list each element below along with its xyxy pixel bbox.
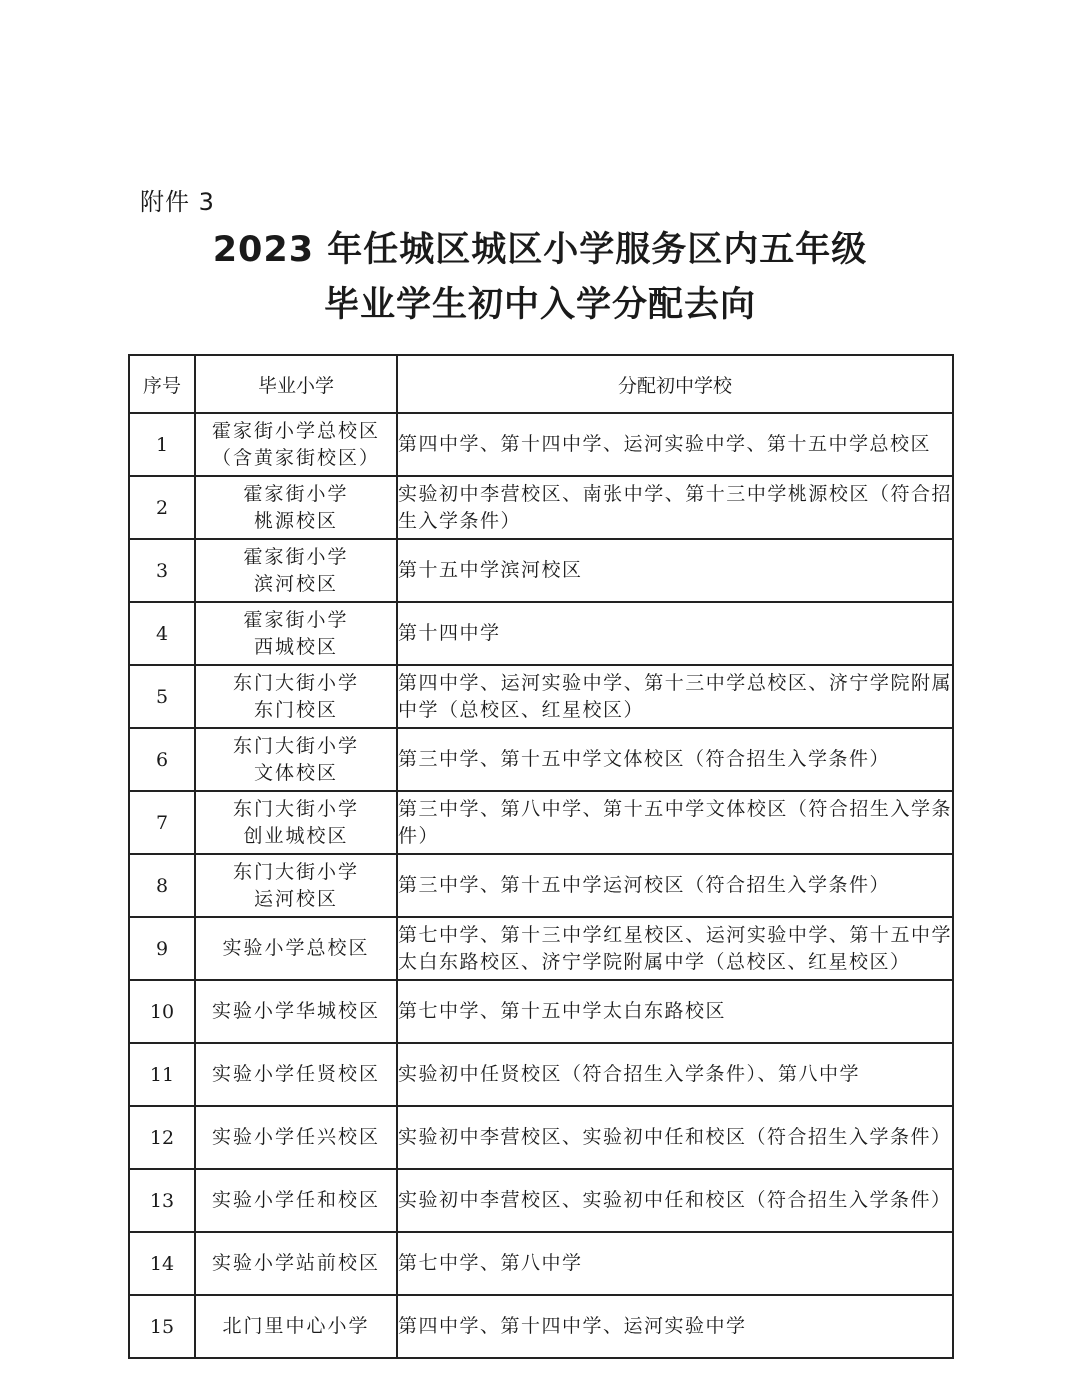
row-number: 9 <box>129 917 195 980</box>
document-title-line1: 2023 年任城区城区小学服务区内五年级 <box>212 230 868 270</box>
primary-school-name-line: 霍家街小学总校区 <box>211 419 380 442</box>
primary-school-name-line: 东门大街小学 <box>232 671 359 694</box>
primary-school-name-line: 东门校区 <box>253 698 338 721</box>
assigned-middle-school-cell: 第七中学、第八中学 <box>397 1232 953 1295</box>
primary-school-cell <box>195 1043 397 1106</box>
row-number: 12 <box>129 1106 195 1169</box>
assigned-middle-school-cell: 第四中学、运河实验中学、第十三中学总校区、济宁学院附属中学（总校区、红星校区） <box>397 665 953 728</box>
primary-school-name-line: 实验小学站前校区 <box>211 1252 380 1274</box>
table-row <box>129 728 953 791</box>
table-row <box>129 476 953 539</box>
primary-school-name-line: 实验小学华城校区 <box>211 1000 380 1022</box>
primary-school-cell <box>195 728 397 791</box>
primary-school-name-line: 实验小学任兴校区 <box>211 1126 380 1148</box>
primary-school-name-line: 创业城校区 <box>243 824 349 847</box>
assigned-middle-school-cell: 第四中学、第十四中学、运河实验中学、第十五中学总校区 <box>397 413 953 476</box>
primary-school-cell <box>195 1295 397 1358</box>
table-row <box>129 602 953 665</box>
table-row <box>129 1232 953 1295</box>
primary-school-name-line: 北门里中心小学 <box>222 1315 370 1337</box>
primary-school-cell <box>195 917 397 980</box>
assigned-middle-school-cell: 实验初中任贤校区（符合招生入学条件）、第八中学 <box>397 1043 953 1106</box>
table-row <box>129 413 953 476</box>
attachment-label: 附件 3 <box>140 188 215 216</box>
primary-school-name-line: 西城校区 <box>253 635 338 658</box>
table-row <box>129 917 953 980</box>
column-header-assigned-middle-school: 分配初中学校 <box>397 355 953 413</box>
table-row <box>129 539 953 602</box>
row-number: 14 <box>129 1232 195 1295</box>
table-row <box>129 854 953 917</box>
primary-school-cell <box>195 1106 397 1169</box>
assigned-middle-school-cell: 第四中学、第十四中学、运河实验中学 <box>397 1295 953 1358</box>
row-number: 8 <box>129 854 195 917</box>
table-row <box>129 1106 953 1169</box>
primary-school-name-line: 滨河校区 <box>253 572 338 595</box>
primary-school-cell <box>195 980 397 1043</box>
primary-school-cell <box>195 413 397 476</box>
assigned-middle-school-cell: 实验初中李营校区、实验初中任和校区（符合招生入学条件） <box>397 1169 953 1232</box>
row-number: 1 <box>129 413 195 476</box>
primary-school-cell <box>195 1232 397 1295</box>
row-number: 6 <box>129 728 195 791</box>
primary-school-name-line: 霍家街小学 <box>243 545 349 568</box>
primary-school-cell <box>195 476 397 539</box>
primary-school-name-line: 运河校区 <box>253 887 338 910</box>
assigned-middle-school-cell: 第七中学、第十三中学红星校区、运河实验中学、第十五中学太白东路校区、济宁学院附属中学（总校区、红星校区） <box>397 917 953 980</box>
assigned-middle-school-cell: 实验初中李营校区、南张中学、第十三中学桃源校区（符合招生入学条件） <box>397 476 953 539</box>
primary-school-name-line: 霍家街小学 <box>243 608 349 631</box>
assigned-middle-school-cell: 第三中学、第八中学、第十五中学文体校区（符合招生入学条件） <box>397 791 953 854</box>
table-body <box>129 413 953 1358</box>
assigned-middle-school-cell: 第三中学、第十五中学文体校区（符合招生入学条件） <box>397 728 953 791</box>
row-number: 5 <box>129 665 195 728</box>
row-number: 4 <box>129 602 195 665</box>
row-number: 13 <box>129 1169 195 1232</box>
primary-school-cell <box>195 854 397 917</box>
row-number: 10 <box>129 980 195 1043</box>
document-title-line2: 毕业学生初中入学分配去向 <box>323 285 756 325</box>
primary-school-name-line: 文体校区 <box>253 761 338 784</box>
row-number: 15 <box>129 1295 195 1358</box>
primary-school-name-line: （含黄家街校区） <box>211 446 380 469</box>
assigned-middle-school-cell: 第七中学、第十五中学太白东路校区 <box>397 980 953 1043</box>
primary-school-name-line: 桃源校区 <box>253 509 338 532</box>
table-row <box>129 791 953 854</box>
table-header-row <box>129 355 953 413</box>
primary-school-name-line: 实验小学总校区 <box>222 937 370 959</box>
primary-school-cell <box>195 1169 397 1232</box>
primary-school-name-line: 实验小学任贤校区 <box>211 1063 380 1085</box>
table-row <box>129 1169 953 1232</box>
table-row <box>129 665 953 728</box>
assigned-middle-school-cell: 实验初中李营校区、实验初中任和校区（符合招生入学条件） <box>397 1106 953 1169</box>
primary-school-name-line: 东门大街小学 <box>232 797 359 820</box>
column-header-number: 序号 <box>129 355 195 413</box>
primary-school-cell <box>195 539 397 602</box>
allocation-table <box>128 354 954 1359</box>
primary-school-name-line: 东门大街小学 <box>232 734 359 757</box>
row-number: 3 <box>129 539 195 602</box>
primary-school-name-line: 霍家街小学 <box>243 482 349 505</box>
table-row <box>129 980 953 1043</box>
table-row <box>129 1043 953 1106</box>
primary-school-cell <box>195 791 397 854</box>
row-number: 2 <box>129 476 195 539</box>
primary-school-name-line: 实验小学任和校区 <box>211 1189 380 1211</box>
primary-school-cell <box>195 665 397 728</box>
row-number: 11 <box>129 1043 195 1106</box>
column-header-primary-school: 毕业小学 <box>195 355 397 413</box>
assigned-middle-school-cell: 第十四中学 <box>397 602 953 665</box>
assigned-middle-school-cell: 第十五中学滨河校区 <box>397 539 953 602</box>
row-number: 7 <box>129 791 195 854</box>
table-row <box>129 1295 953 1358</box>
primary-school-name-line: 东门大街小学 <box>232 860 359 883</box>
primary-school-cell <box>195 602 397 665</box>
assigned-middle-school-cell: 第三中学、第十五中学运河校区（符合招生入学条件） <box>397 854 953 917</box>
